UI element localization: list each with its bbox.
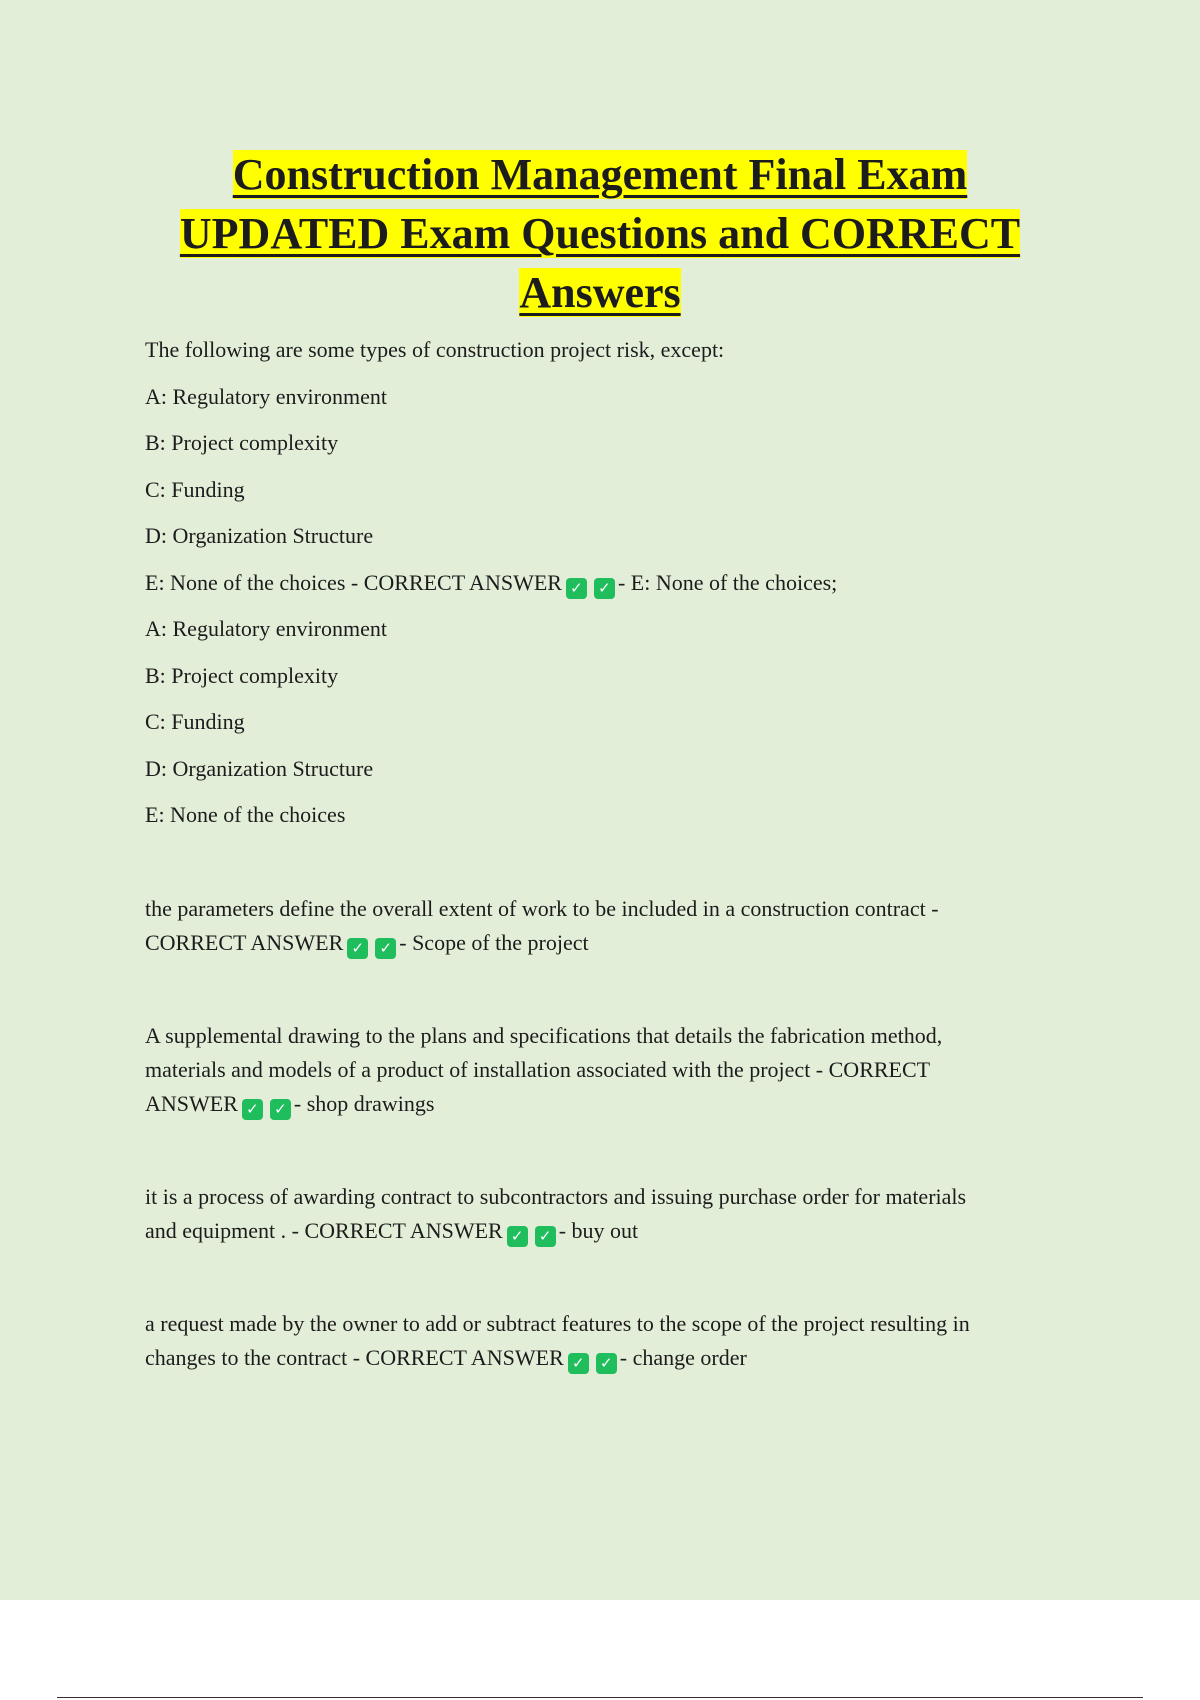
- q4-answer: - buy out: [558, 1217, 639, 1243]
- q1-answer-option-d: D: Organization Structure: [145, 755, 374, 781]
- q3-block: [145, 1019, 1065, 1121]
- q5-answer-line: [145, 1341, 1065, 1375]
- q4-block: [145, 1180, 1065, 1248]
- check-icon: ✓: [566, 578, 587, 599]
- q2-block: [145, 892, 1065, 960]
- check-icon: ✓: [270, 1099, 291, 1120]
- q5-text: a request made by the owner to add or subtract features to the scope of the project resulting in: [145, 1310, 970, 1336]
- q1-option-c: C: Funding: [145, 476, 245, 502]
- answer-marker: CORRECT ANSWER: [365, 1344, 564, 1370]
- q1-option-b: B: Project complexity: [145, 430, 339, 455]
- q4-text: it is a process of awarding contract to subcontractors and issuing purchase order for materials: [145, 1183, 967, 1209]
- q1-option-d: D: Organization Structure: [145, 523, 374, 548]
- q1-answer-suffix: - E: None of the choices;: [617, 569, 838, 595]
- check-icon: ✓: [242, 1099, 263, 1120]
- q1-answer-option-a: A: Regulatory environment: [145, 616, 387, 641]
- q1-prompt: The following are some types of construction project risk, except:: [145, 337, 725, 362]
- q3-answer: - shop drawings: [293, 1090, 435, 1116]
- check-icon: ✓: [507, 1226, 528, 1247]
- q2-text: the parameters define the overall extent of work to be included in a construction contract -: [145, 895, 939, 921]
- q4-prefix: and equipment . -: [145, 1217, 299, 1243]
- title-line-1: Construction Management Final Exam: [232, 150, 968, 199]
- q2-answer-line: [145, 926, 1065, 960]
- q5-prefix: changes to the contract -: [145, 1344, 361, 1370]
- check-icon: ✓: [596, 1353, 617, 1374]
- check-icon: ✓: [594, 578, 615, 599]
- q1-answer-option-e: E: None of the choices: [145, 802, 346, 827]
- q3-answer-line: [145, 1087, 1065, 1121]
- q3-text-1: A supplemental drawing to the plans and specifications that details the fabrication method,: [145, 1022, 943, 1048]
- q5-block: [145, 1307, 1065, 1375]
- answer-marker: CORRECT ANSWER: [145, 929, 344, 955]
- q1-answer-line: [145, 566, 1065, 600]
- q1-answer-option-c: C: Funding: [145, 709, 245, 734]
- document-content: [145, 333, 1065, 1375]
- q1-option-a: A: Regulatory environment: [145, 383, 387, 409]
- footer-rule: [57, 1697, 1143, 1698]
- q3-answer-marker: ANSWER: [145, 1090, 238, 1116]
- document-title: [100, 145, 1100, 322]
- title-line-3: Answers: [519, 268, 681, 317]
- title-line-2: UPDATED Exam Questions and CORRECT: [179, 209, 1021, 258]
- q1-answer-prefix: E: None of the choices -: [145, 569, 359, 595]
- q2-answer: - Scope of the project: [399, 929, 589, 955]
- q4-answer-line: [145, 1214, 1065, 1248]
- answer-marker: CORRECT ANSWER: [304, 1217, 503, 1243]
- q5-answer: - change order: [619, 1344, 747, 1370]
- q3-text-2: materials and models of a product of installation associated with the project - CORRECT: [145, 1056, 931, 1082]
- q1-answer-option-b: B: Project complexity: [145, 662, 339, 688]
- check-icon: ✓: [347, 938, 368, 959]
- check-icon: ✓: [535, 1226, 556, 1247]
- answer-marker: CORRECT ANSWER: [363, 569, 562, 595]
- check-icon: ✓: [568, 1353, 589, 1374]
- check-icon: ✓: [375, 938, 396, 959]
